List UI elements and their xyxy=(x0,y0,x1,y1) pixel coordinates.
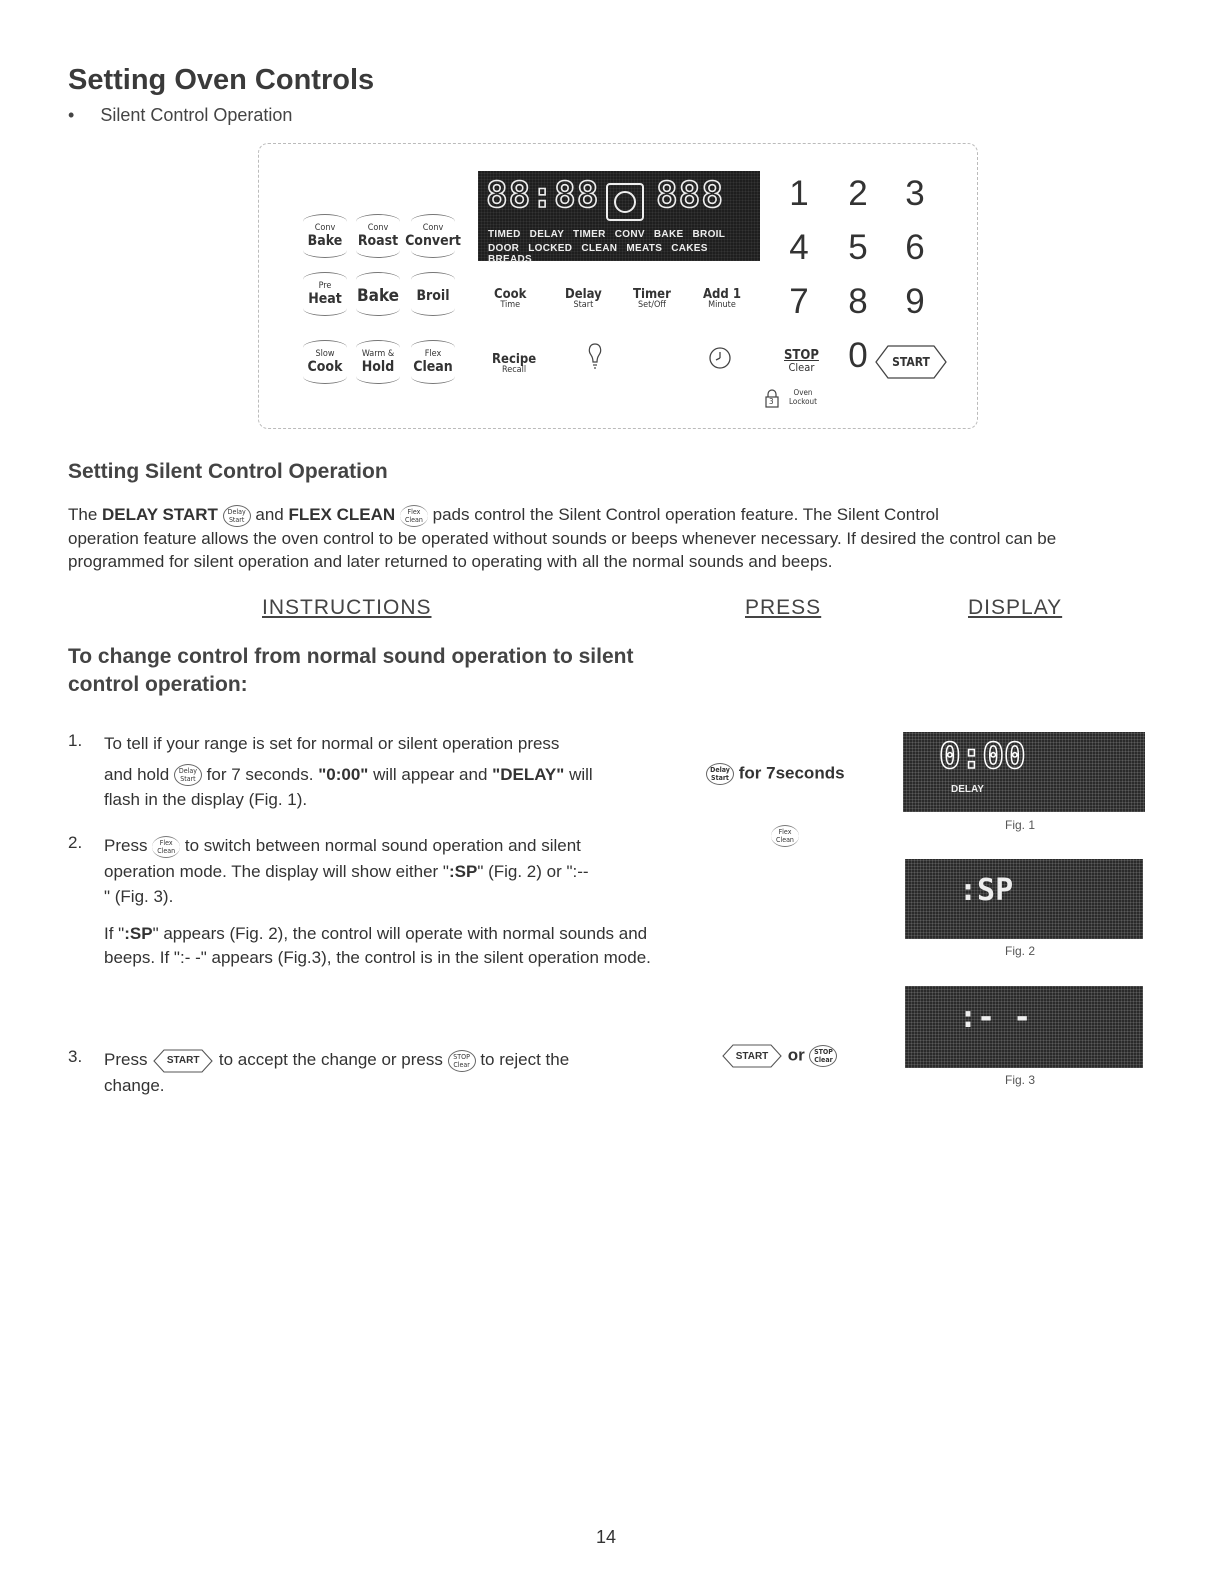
intro-paragraph: The DELAY START Delay Start and FLEX CLEAN Flex Clean pads control the Silent Control operation feature. The Silent Control operation feature allows the oven control to be operated without sounds or beeps whenever necessary. If desired the control can be programmed for silent operation and later returned to operating with all the normal sounds and beeps. xyxy=(68,505,1057,571)
flex-clean-pad-icon: Flex Clean xyxy=(400,505,428,527)
key-6: 6 xyxy=(905,228,925,267)
warm-hold-pad: Warm & Hold xyxy=(350,340,406,384)
delay-start-pad-icon: Delay Start xyxy=(174,764,202,786)
conv-bake-pad: Conv Bake xyxy=(297,214,353,258)
conv-roast-pad: Conv Roast xyxy=(350,214,406,258)
start-pad-icon: START xyxy=(152,1049,214,1073)
fig-1-delay-label: DELAY xyxy=(951,784,984,795)
key-7: 7 xyxy=(789,282,809,321)
press-step-1: Delay Start for 7seconds xyxy=(706,763,845,785)
fan-icon xyxy=(606,183,644,221)
display-header: DISPLAY xyxy=(968,596,1063,619)
pre-heat-pad: Pre Heat xyxy=(297,272,353,316)
oven-lcd-display xyxy=(478,171,760,265)
fig-1-caption: Fig. 1 xyxy=(1005,818,1036,832)
procedure-heading: To change control from normal sound operation to silent control operation: xyxy=(68,645,634,696)
stop-clear-pad-icon: STOP Clear xyxy=(809,1045,837,1067)
broil-pad: Broil xyxy=(405,272,461,316)
page-title: Setting Oven Controls xyxy=(68,64,375,96)
slow-cook-pad: Slow Cook xyxy=(297,340,353,384)
add-minute-pad: Add 1 Minute xyxy=(703,287,742,310)
fig-2-readout: :SP xyxy=(959,873,1014,908)
step-3: 3. Press START to accept the change or press STOP Clear to reject the change. xyxy=(68,1047,570,1095)
page-number: 14 xyxy=(595,1527,617,1547)
fig-3-display xyxy=(905,986,1143,1068)
clock-icon xyxy=(708,346,732,370)
flex-clean-pad-icon: Flex Clean xyxy=(771,825,799,847)
fig-3-caption: Fig. 3 xyxy=(1005,1073,1036,1087)
delay-start-pad-icon: Delay Start xyxy=(223,505,251,527)
bullet: • xyxy=(68,105,75,125)
stop-clear-pad-icon: STOP Clear xyxy=(448,1050,476,1072)
key-4: 4 xyxy=(789,228,809,267)
start-pad-icon: START xyxy=(721,1044,783,1068)
key-2: 2 xyxy=(848,174,868,213)
key-3: 3 xyxy=(905,174,925,213)
lcd-time: 88:88 xyxy=(486,175,600,216)
light-bulb-icon xyxy=(586,342,604,372)
flex-clean-pad: Flex Clean xyxy=(405,340,461,384)
bake-pad: Bake xyxy=(350,272,406,316)
fig-2-display xyxy=(905,859,1143,939)
step-2: 2. Press Flex Clean to switch between normal sound operation and silent operation mode. The display will show either ":SP" (Fig. 2) or ":-- " (Fig. 3). If ":SP" appears (Fig. 2), the control will operate with normal sounds and beeps. If ":- -" appears (Fig.3), the control is in the silent operation mode. xyxy=(68,833,651,968)
key-9: 9 xyxy=(905,282,925,321)
key-5: 5 xyxy=(848,228,868,267)
fig-3-readout: :- - xyxy=(959,1000,1032,1035)
cook-time-pad: Cook Time xyxy=(494,287,527,310)
step-1: 1. To tell if your range is set for normal or silent operation press and hold Delay Start for 7 seconds. "0:00" will appear and "DELAY" will flash in the display (Fig. 1). xyxy=(68,731,593,809)
timer-pad: Timer Set/Off xyxy=(633,287,671,310)
press-step-3: START or STOP Clear xyxy=(721,1044,837,1068)
start-pad: START xyxy=(874,344,948,380)
flex-clean-pad-icon: Flex Clean xyxy=(152,836,180,858)
subtitle-text: Silent Control Operation xyxy=(100,105,293,125)
lcd-temp: 888 xyxy=(656,175,725,216)
subtitle xyxy=(68,105,292,126)
press-header: PRESS xyxy=(745,596,822,619)
recipe-recall-pad: Recipe Recall xyxy=(492,352,537,375)
stop-clear-pad: STOP Clear xyxy=(784,348,819,374)
key-0: 0 xyxy=(848,336,868,375)
key-8: 8 xyxy=(848,282,868,321)
fig-1-display xyxy=(903,732,1145,812)
conv-convert-pad: Conv Convert xyxy=(405,214,461,258)
lcd-indicators-row1: TIMED DELAY TIMER CONV BAKE BROIL xyxy=(488,229,726,240)
press-step-2 xyxy=(771,825,799,847)
section-heading: Setting Silent Control Operation xyxy=(68,460,388,483)
instructions-header: INSTRUCTIONS xyxy=(262,596,432,619)
key-1: 1 xyxy=(789,174,809,213)
delay-start-pad-icon: Delay Start xyxy=(706,763,734,785)
fig-2-caption: Fig. 2 xyxy=(1005,944,1036,958)
lcd-indicators-row2: DOOR LOCKED CLEAN MEATS CAKES BREADS xyxy=(488,243,708,265)
fig-1-readout: 0:00 xyxy=(939,736,1026,777)
delay-start-pad: Delay Start xyxy=(565,287,602,310)
